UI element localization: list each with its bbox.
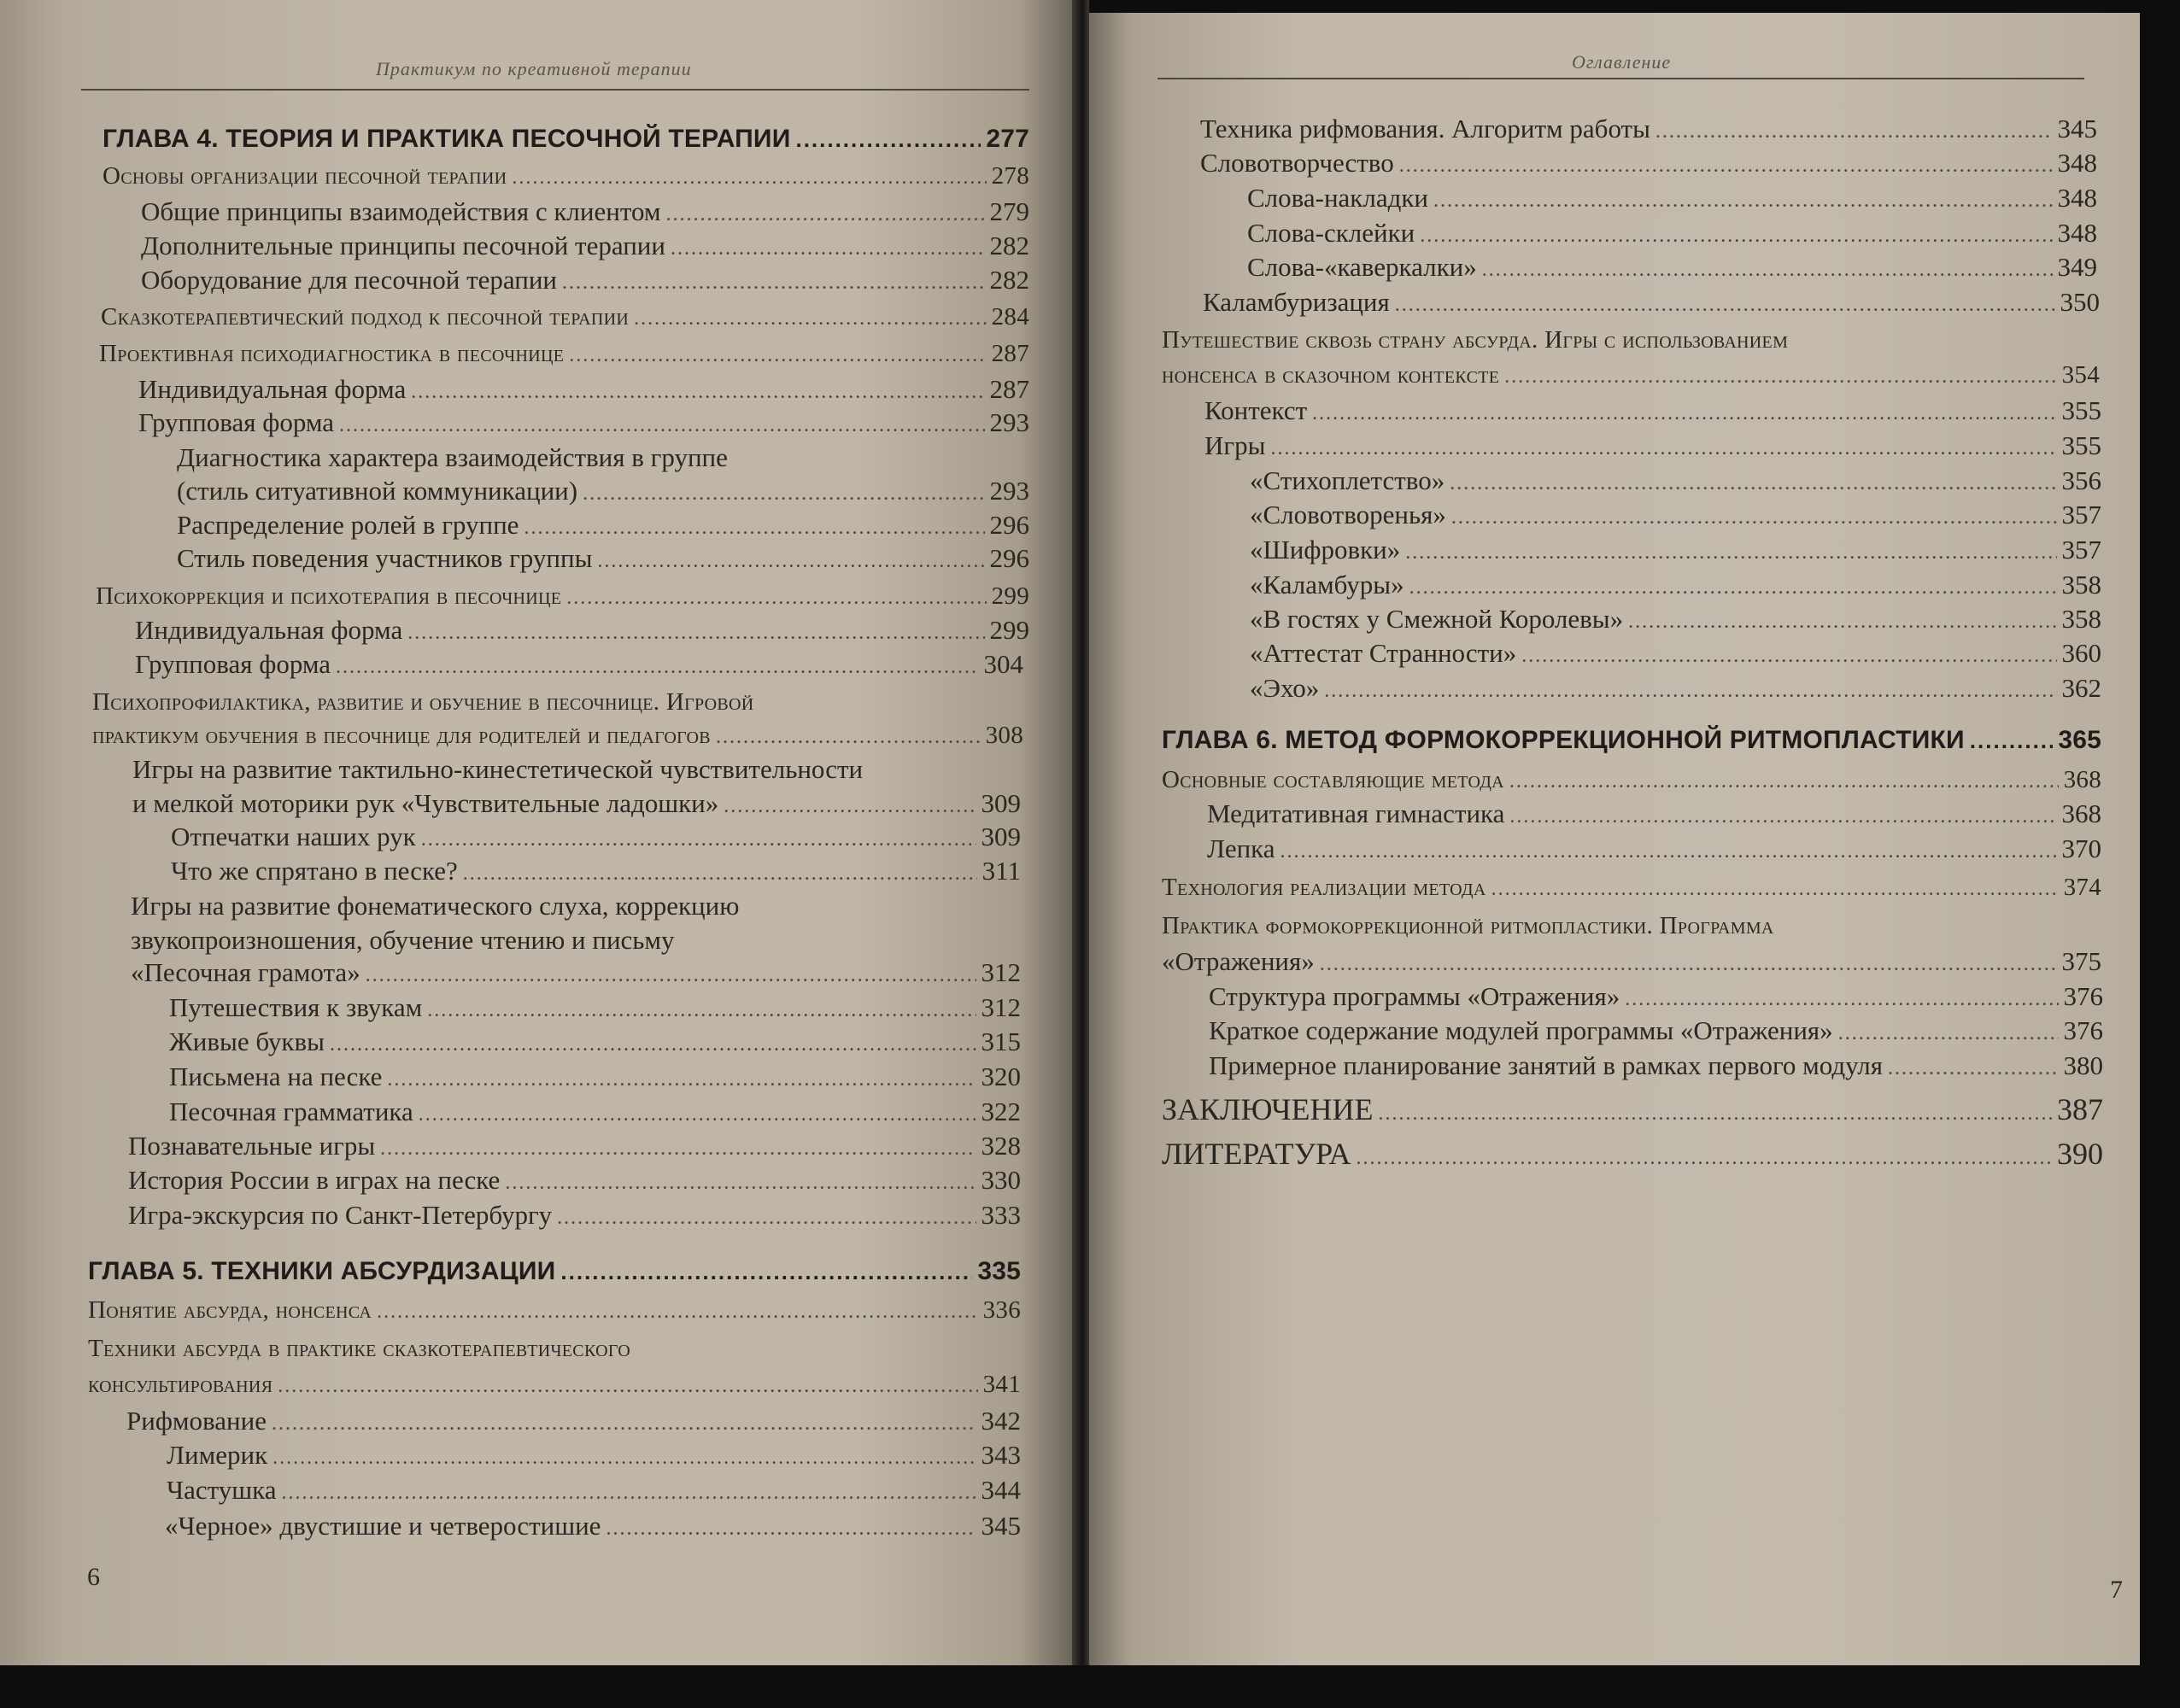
toc-entry[interactable]: Структура программы «Отражения» ..... 376 <box>1209 981 2103 1012</box>
toc-entry[interactable]: Проективная психодиагностика в песочнице ..... 287 <box>99 340 1029 368</box>
toc-entry[interactable]: «Черное» двустишие и четверостишие ..... 345 <box>165 1511 1021 1541</box>
toc-entry[interactable]: Лепка ..... 370 <box>1207 834 2101 864</box>
toc-entry[interactable]: Игры ..... 355 <box>1204 430 2101 461</box>
right-page <box>1089 13 2140 1665</box>
toc-entry[interactable]: Путешествия к звукам ..... 312 <box>169 992 1021 1023</box>
toc-entry[interactable]: Песочная грамматика ..... 322 <box>169 1097 1021 1127</box>
toc-entry[interactable]: Контекст ..... 355 <box>1204 395 2101 426</box>
toc-entry-bibliography[interactable]: ЛИТЕРАТУРА ..... 390 <box>1162 1136 2103 1172</box>
toc-entry[interactable]: «Отражения» ..... 375 <box>1162 946 2101 977</box>
toc-entry[interactable]: Слова-«каверкалки» ..... 349 <box>1247 252 2097 283</box>
toc-entry[interactable]: Дополнительные принципы песочной терапии ..... 282 <box>141 231 1029 261</box>
toc-entry[interactable]: «Эхо» ..... 362 <box>1250 673 2101 704</box>
toc-entry[interactable]: Частушка ..... 344 <box>167 1475 1021 1506</box>
toc-entry[interactable]: «Словотворенья» ..... 357 <box>1250 500 2101 530</box>
toc-entry[interactable]: «Каламбуры» ..... 358 <box>1250 570 2101 600</box>
toc-entry[interactable]: «Шифровки» ..... 357 <box>1250 535 2101 565</box>
toc-entry-line: Путешествие сквозь страну абсурда. Игры с использованием <box>1162 326 1789 354</box>
toc-entry[interactable]: «Аттестат Странности» ..... 360 <box>1250 638 2101 669</box>
toc-entry[interactable]: Познавательные игры ..... 328 <box>128 1131 1021 1161</box>
book-spine <box>1072 0 1089 1665</box>
toc-entry-line: Техники абсурда в практике сказкотерапевтического <box>88 1335 630 1362</box>
toc-entry[interactable]: «В гостях у Смежной Королевы» ..... 358 <box>1250 604 2101 635</box>
toc-entry[interactable]: Каламбуризация ..... 350 <box>1203 287 2100 318</box>
toc-entry[interactable]: Слова-накладки ..... 348 <box>1247 183 2097 214</box>
toc-entry[interactable]: Основы организации песочной терапии ..... 278 <box>103 162 1029 190</box>
toc-entry[interactable]: (стиль ситуативной коммуникации) ..... 293 <box>177 476 1029 506</box>
toc-entry[interactable]: Распределение ролей в группе ..... 296 <box>177 510 1029 541</box>
toc-entry[interactable]: Стиль поведения участников группы ..... 296 <box>177 543 1029 574</box>
toc-entry[interactable]: нонсенса в сказочном контексте ..... 354 <box>1162 361 2100 389</box>
toc-entry[interactable]: Отпечатки наших рук ..... 309 <box>171 822 1021 852</box>
toc-entry[interactable]: и мелкой моторики рук «Чувствительные ладошки» ..... 309 <box>132 788 1021 819</box>
toc-entry[interactable]: Живые буквы ..... 315 <box>169 1027 1021 1057</box>
toc-entry[interactable]: Групповая форма ..... 293 <box>138 407 1029 438</box>
toc-entry[interactable]: «Песочная грамота» ..... 312 <box>131 957 1021 988</box>
running-head-left: Практикум по креативной терапии <box>376 58 692 79</box>
left-page <box>0 0 1072 1665</box>
toc-entry[interactable]: Рифмование ..... 342 <box>126 1406 1021 1436</box>
toc-entry[interactable]: Техника рифмования. Алгоритм работы ..... 345 <box>1200 114 2097 144</box>
toc-entry-line: Диагностика характера взаимодействия в группе <box>177 442 728 472</box>
toc-entry[interactable]: Примерное планирование занятий в рамках первого модуля ..... 380 <box>1209 1050 2103 1081</box>
toc-entry[interactable]: Слова-склейки ..... 348 <box>1247 218 2097 249</box>
toc-entry[interactable]: Что же спрятано в песке? ..... 311 <box>171 856 1021 886</box>
toc-entry[interactable]: «Стихоплетство» ..... 356 <box>1250 465 2101 496</box>
running-head-right: Оглавление <box>1572 51 1672 73</box>
page-number-left: 6 <box>87 1563 100 1591</box>
toc-entry-line: Психопрофилактика, развитие и обучение в песочнице. Игровой <box>92 688 754 716</box>
toc-entry[interactable]: Письмена на песке ..... 320 <box>169 1062 1021 1092</box>
toc-entry[interactable]: Понятие абсурда, нонсенса ..... 336 <box>88 1296 1021 1325</box>
page-number-right: 7 <box>2110 1576 2123 1604</box>
toc-entry[interactable]: Индивидуальная форма ..... 287 <box>138 374 1029 405</box>
toc-entry[interactable]: Игра-экскурсия по Санкт-Петербургу ..... 333 <box>128 1200 1021 1231</box>
toc-entry-chapter[interactable]: ГЛАВА 4. ТЕОРИЯ И ПРАКТИКА ПЕСОЧНОЙ ТЕРАПИИ ..... 277 <box>103 125 1029 154</box>
toc-entry[interactable]: Оборудование для песочной терапии ..... 282 <box>141 265 1029 295</box>
toc-entry-line: Игры на развитие фонематического слуха, коррекцию <box>131 891 740 921</box>
toc-entry[interactable]: Индивидуальная форма ..... 299 <box>135 615 1029 646</box>
toc-entry-line: звукопроизношения, обучение чтению и письму <box>131 925 675 955</box>
toc-entry[interactable]: Сказкотерапевтический подход к песочной терапии ..... 284 <box>101 303 1029 331</box>
toc-entry-chapter[interactable]: ГЛАВА 6. МЕТОД ФОРМОКОРРЕКЦИОННОЙ РИТМОПЛАСТИКИ ..... 365 <box>1162 726 2101 755</box>
toc-entry[interactable]: Основные составляющие метода ..... 368 <box>1162 766 2101 794</box>
toc-entry[interactable]: Медитативная гимнастика ..... 368 <box>1207 798 2101 829</box>
header-rule-left <box>81 89 1029 91</box>
toc-entry-line: Практика формокоррекционной ритмопластики. Программа <box>1162 912 1774 939</box>
toc-entry[interactable]: История России в играх на песке ..... 330 <box>128 1165 1021 1196</box>
header-rule-right <box>1157 78 2084 79</box>
toc-entry[interactable]: Словотворчество ..... 348 <box>1200 148 2097 178</box>
toc-entry-chapter[interactable]: ГЛАВА 5. ТЕХНИКИ АБСУРДИЗАЦИИ ..... 335 <box>88 1257 1021 1286</box>
toc-entry[interactable]: Технология реализации метода ..... 374 <box>1162 874 2101 902</box>
toc-entry[interactable]: Общие принципы взаимодействия с клиентом ..... 279 <box>141 196 1029 227</box>
toc-entry[interactable]: Групповая форма ..... 304 <box>135 649 1023 680</box>
toc-entry[interactable]: практикум обучения в песочнице для родителей и педагогов ..... 308 <box>92 722 1023 750</box>
toc-entry[interactable]: Лимерик ..... 343 <box>167 1440 1021 1471</box>
toc-entry[interactable]: Психокоррекция и психотерапия в песочнице ..... 299 <box>96 582 1029 611</box>
toc-entry[interactable]: консультирования ..... 341 <box>88 1371 1021 1399</box>
toc-entry-conclusion[interactable]: ЗАКЛЮЧЕНИЕ ..... 387 <box>1162 1091 2103 1127</box>
toc-entry-line: Игры на развитие тактильно-кинестетической чувствительности <box>132 754 864 784</box>
toc-entry[interactable]: Краткое содержание модулей программы «Отражения» ..... 376 <box>1209 1015 2103 1046</box>
